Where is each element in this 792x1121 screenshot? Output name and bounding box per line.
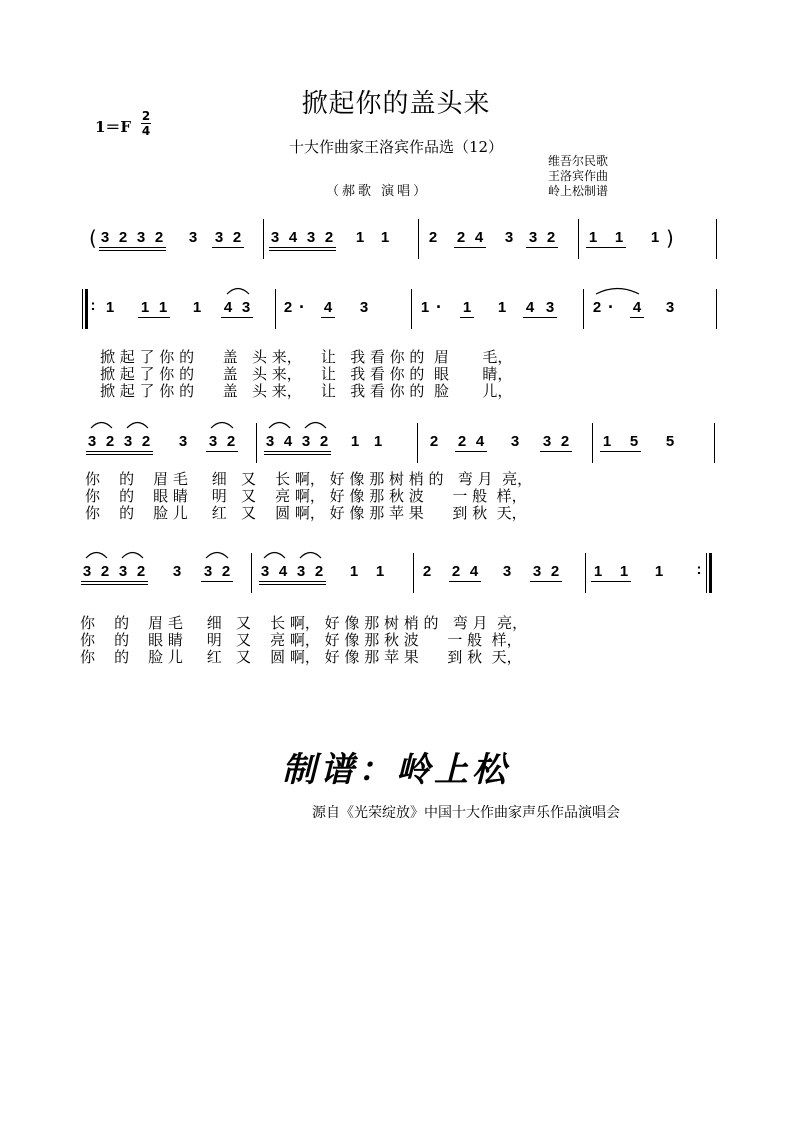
barline — [263, 219, 264, 259]
note: 3 — [172, 563, 182, 580]
underline — [81, 584, 148, 585]
note: 4 — [475, 433, 485, 450]
barline — [275, 289, 276, 329]
note: 2 — [314, 563, 324, 580]
underline — [212, 247, 244, 248]
note: 3 — [100, 229, 110, 246]
note: 3 — [296, 563, 306, 580]
slur — [226, 285, 250, 295]
lyrics-row-4-v2: 你 的 眼 睛 明 又 亮 啊， 好 像 那 秋 波 一 般 样， — [80, 631, 522, 649]
slur — [210, 419, 234, 429]
note: 2 — [226, 433, 236, 450]
barline — [256, 423, 257, 463]
underline — [259, 584, 326, 585]
underline — [591, 581, 631, 582]
note: 2 — [141, 433, 151, 450]
note: 4 — [288, 229, 298, 246]
note: 3 — [203, 563, 213, 580]
note: 2 — [546, 229, 556, 246]
underline — [264, 451, 331, 452]
note: 4 — [474, 229, 484, 246]
lyrics-row-2-v1: 掀 起 了 你 的 盖 头 来， 让 我 看 你 的 眉 毛， — [100, 348, 513, 366]
note: 5 — [629, 433, 639, 450]
credit-origin: 维吾尔民歌 — [548, 154, 609, 168]
note: 2 — [428, 229, 438, 246]
underline — [269, 250, 336, 251]
slur — [121, 549, 144, 559]
note: 2 — [154, 229, 164, 246]
note: 2 — [422, 563, 432, 580]
barline — [716, 219, 717, 259]
underline — [321, 317, 335, 318]
note: 1 — [349, 563, 359, 580]
note: 2 — [105, 433, 115, 450]
note: 2 — [118, 229, 128, 246]
note: 1 — [105, 299, 115, 316]
slur — [205, 549, 229, 559]
note: 4 — [283, 433, 293, 450]
note: 2 — [324, 229, 334, 246]
underline — [99, 250, 166, 251]
note: 3 — [265, 433, 275, 450]
repeat-dots: : — [90, 297, 96, 314]
note: 3 — [214, 229, 224, 246]
note: 1 — [375, 563, 385, 580]
augmentation-dot: · — [608, 297, 614, 317]
note: 2 — [232, 229, 242, 246]
underline — [259, 581, 326, 582]
note: 2 — [550, 563, 560, 580]
underline — [454, 247, 486, 248]
barline — [418, 219, 419, 259]
note: 4 — [323, 299, 333, 316]
barline — [411, 289, 412, 329]
note: 2 — [457, 433, 467, 450]
note: 1 — [654, 563, 664, 580]
barline — [592, 423, 593, 463]
time-signature-top: 2 — [141, 109, 151, 123]
barline — [706, 553, 707, 593]
note: 3 — [241, 299, 251, 316]
note: 3 — [306, 229, 316, 246]
underline — [530, 581, 562, 582]
note: 3 — [136, 229, 146, 246]
lyrics-row-3-v3: 你 的 脸 儿 红 又 圆 啊， 好 像 那 苹 果 到 秋 天， — [85, 504, 527, 522]
note: 3 — [123, 433, 133, 450]
credit-composer: 王洛宾作曲 — [548, 169, 609, 183]
note: 4 — [469, 563, 479, 580]
barline — [82, 289, 83, 329]
lyrics-row-2-v2: 掀 起 了 你 的 盖 头 来， 让 我 看 你 的 眼 睛， — [100, 365, 513, 383]
note: 1 — [602, 433, 612, 450]
slur — [595, 285, 640, 295]
note: 1 — [619, 563, 629, 580]
key-signature: 1＝F — [95, 118, 132, 136]
barline — [413, 553, 414, 593]
note: 3 — [528, 229, 538, 246]
note: 3 — [301, 433, 311, 450]
page-title: 掀起你的盖头来 — [301, 89, 491, 119]
note: 1 — [593, 563, 603, 580]
underline — [449, 581, 481, 582]
note: 3 — [270, 229, 280, 246]
credits — [548, 154, 608, 199]
note: 2 — [100, 563, 110, 580]
slur — [126, 419, 149, 429]
barline — [251, 553, 252, 593]
note: 3 — [208, 433, 218, 450]
note: 2 — [451, 563, 461, 580]
underline — [523, 317, 557, 318]
note: 3 — [510, 433, 520, 450]
note: 3 — [87, 433, 97, 450]
barline — [714, 423, 715, 463]
note: 1 — [380, 229, 390, 246]
note: 2 — [283, 299, 293, 316]
note: 2 — [221, 563, 231, 580]
slur — [299, 549, 322, 559]
note: 2 — [136, 563, 146, 580]
barline — [417, 423, 418, 463]
note: 3 — [542, 433, 552, 450]
open-paren: ( — [89, 226, 97, 250]
close-paren: ) — [666, 226, 674, 250]
note: 5 — [665, 433, 675, 450]
note: 4 — [525, 299, 535, 316]
barline — [85, 289, 88, 329]
barline — [709, 553, 712, 593]
barline — [716, 289, 717, 329]
note: 1 — [355, 229, 365, 246]
underline — [206, 451, 238, 452]
slur — [268, 419, 291, 429]
note: 3 — [545, 299, 555, 316]
underline — [600, 451, 641, 452]
slur — [304, 419, 327, 429]
barline — [583, 289, 584, 329]
underline — [264, 454, 331, 455]
time-signature-bottom: 4 — [141, 124, 151, 138]
note: 1 — [158, 299, 168, 316]
underline — [201, 581, 233, 582]
note: 4 — [278, 563, 288, 580]
slur — [85, 549, 108, 559]
note: 3 — [359, 299, 369, 316]
lyrics-row-3-v2: 你 的 眼 睛 明 又 亮 啊， 好 像 那 秋 波 一 般 样， — [85, 487, 527, 505]
underline — [455, 451, 487, 452]
underline — [460, 317, 474, 318]
underline — [269, 247, 336, 248]
underline — [630, 317, 644, 318]
signature: 制谱：岭上松 — [282, 750, 510, 790]
underline — [99, 247, 166, 248]
note: 1 — [614, 229, 624, 246]
slur — [263, 549, 286, 559]
performer: （郝歌 演唱） — [326, 184, 430, 199]
note: 3 — [502, 563, 512, 580]
credit-transcriber: 岭上松制谱 — [548, 184, 609, 198]
underline — [81, 581, 148, 582]
lyrics-row-3-v1: 你 的 眉 毛 细 又 长 啊， 好 像 那 树 梢 的 弯 月 亮， — [85, 470, 533, 488]
note: 3 — [260, 563, 270, 580]
augmentation-dot: · — [436, 297, 442, 317]
lyrics-row-4-v1: 你 的 眉 毛 细 又 长 啊， 好 像 那 树 梢 的 弯 月 亮， — [80, 614, 528, 632]
lyrics-row-4-v3: 你 的 脸 儿 红 又 圆 啊， 好 像 那 苹 果 到 秋 天， — [80, 648, 522, 666]
note: 1 — [192, 299, 202, 316]
lyrics-row-2-v3: 掀 起 了 你 的 盖 头 来， 让 我 看 你 的 脸 儿， — [100, 382, 513, 400]
note: 4 — [223, 299, 233, 316]
note: 3 — [178, 433, 188, 450]
note: 2 — [592, 299, 602, 316]
repeat-dots: : — [696, 561, 702, 578]
underline — [540, 451, 572, 452]
note: 1 — [650, 229, 660, 246]
augmentation-dot: · — [299, 297, 305, 317]
note: 1 — [420, 299, 430, 316]
slur — [90, 419, 113, 429]
note: 1 — [373, 433, 383, 450]
note: 2 — [319, 433, 329, 450]
underline — [138, 317, 170, 318]
note: 1 — [462, 299, 472, 316]
barline — [585, 553, 586, 593]
note: 3 — [118, 563, 128, 580]
note: 3 — [532, 563, 542, 580]
time-signature — [141, 110, 151, 137]
source-note: 源自《光荣绽放》中国十大作曲家声乐作品演唱会 — [312, 805, 620, 821]
note: 3 — [665, 299, 675, 316]
note: 3 — [504, 229, 514, 246]
note: 1 — [588, 229, 598, 246]
note: 2 — [560, 433, 570, 450]
note: 1 — [497, 299, 507, 316]
underline — [221, 317, 253, 318]
note: 1 — [140, 299, 150, 316]
note: 3 — [82, 563, 92, 580]
note: 2 — [429, 433, 439, 450]
underline — [586, 247, 626, 248]
underline — [86, 451, 153, 452]
note: 4 — [632, 299, 642, 316]
underline — [526, 247, 558, 248]
barline — [578, 219, 579, 259]
note: 3 — [188, 229, 198, 246]
note: 1 — [350, 433, 360, 450]
note: 2 — [456, 229, 466, 246]
underline — [86, 454, 153, 455]
subtitle: 十大作曲家王洛宾作品选（12） — [288, 138, 504, 156]
